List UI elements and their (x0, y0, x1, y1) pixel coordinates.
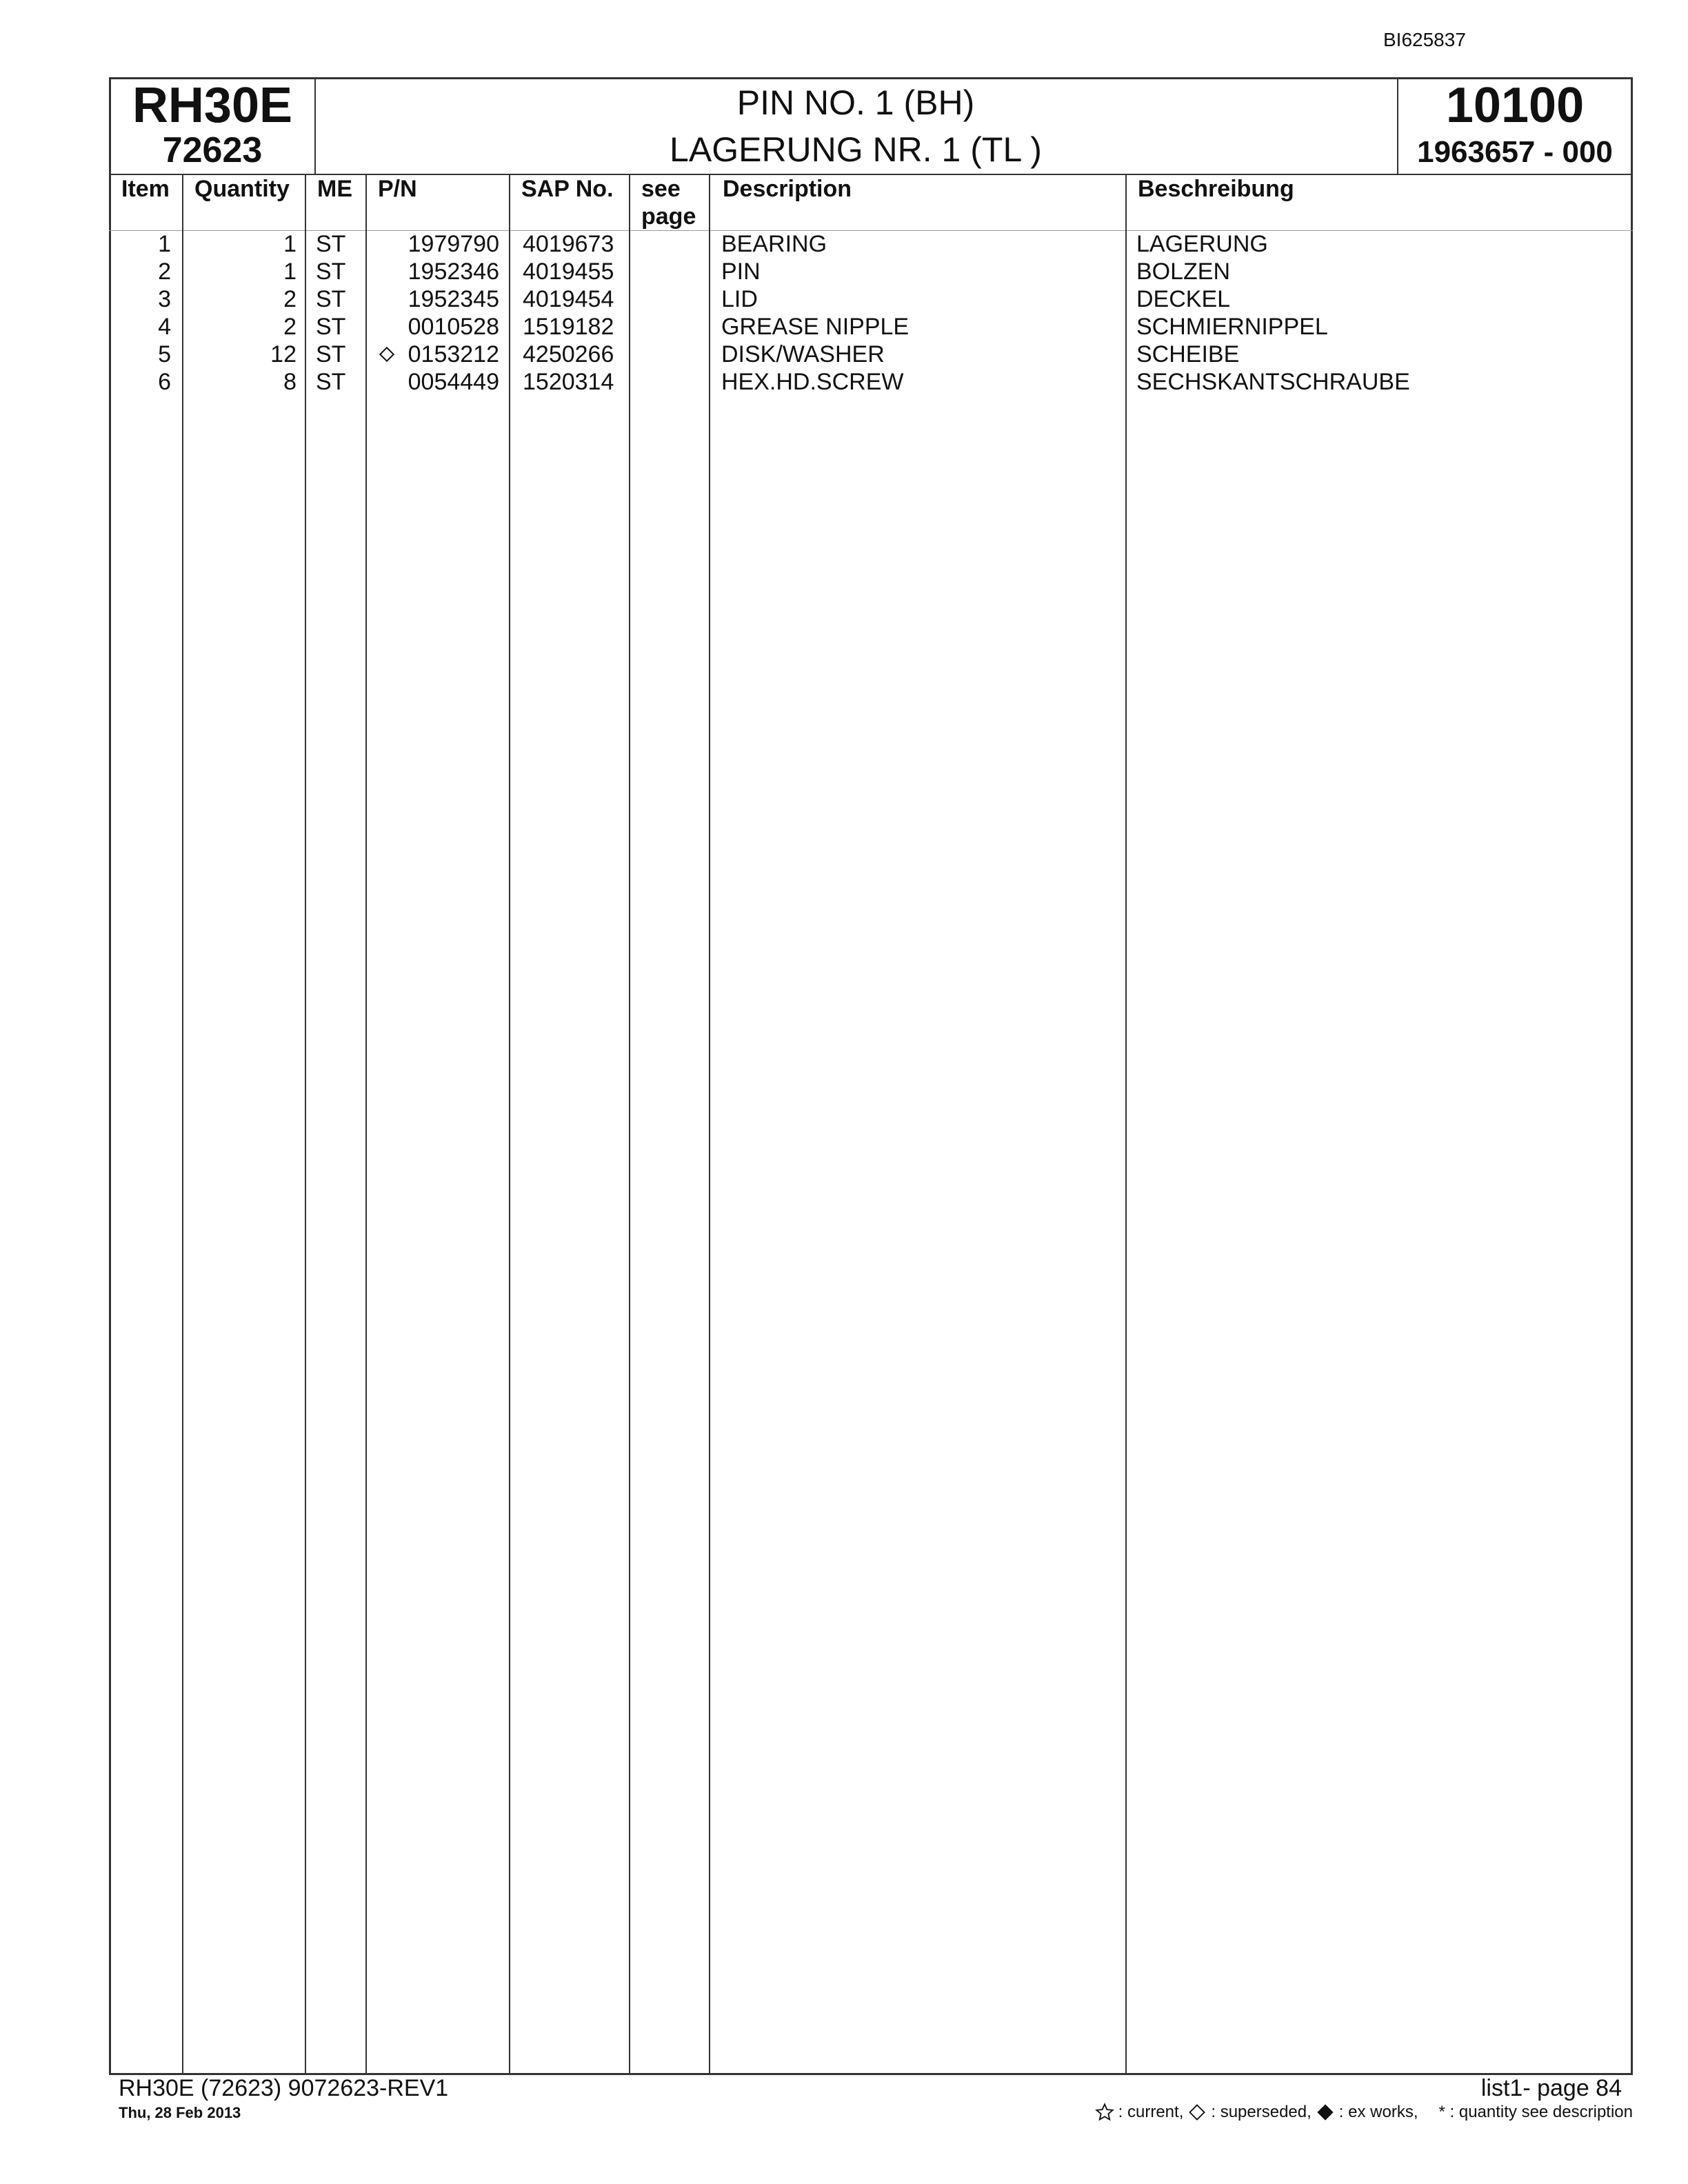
col-header-sap: SAP No. (521, 176, 614, 202)
legend-superseded: : superseded, (1211, 2103, 1312, 2121)
cell-description: DISK/WASHER (721, 341, 885, 367)
cell-me: ST (316, 314, 346, 340)
cell-quantity: 1 (283, 231, 297, 257)
cell-description: BEARING (721, 231, 827, 257)
cell-item: 3 (158, 286, 171, 312)
footer-doc-ref: RH30E (72623) 9072623-REV1 (119, 2075, 449, 2101)
footer-date: Thu, 28 Feb 2013 (119, 2104, 241, 2121)
diamond-outline-icon (1187, 2103, 1207, 2122)
cell-me: ST (316, 341, 346, 367)
star-icon (1095, 2103, 1114, 2122)
col-divider-sap (629, 174, 630, 2075)
title-german: LAGERUNG NR. 1 (TL ) (670, 130, 1042, 169)
cell-quantity: 8 (283, 369, 297, 395)
cell-description: LID (721, 286, 758, 312)
col-divider-see-page (709, 174, 710, 2075)
cell-sap: 1519182 (523, 314, 614, 340)
cell-me: ST (316, 369, 346, 395)
cell-pn: 1979790 (408, 231, 499, 257)
cell-beschreibung: LAGERUNG (1136, 231, 1268, 257)
col-header-pn: P/N (378, 176, 417, 202)
cell-me: ST (316, 231, 346, 257)
cell-item: 1 (158, 231, 171, 257)
col-divider-quantity (305, 174, 306, 2075)
cell-beschreibung: SCHEIBE (1136, 341, 1240, 367)
title-english: PIN NO. 1 (BH) (736, 83, 975, 122)
cell-description: GREASE NIPPLE (721, 314, 910, 340)
cell-description: HEX.HD.SCREW (721, 369, 904, 395)
footer-page-label: list1- page 84 (1480, 2075, 1622, 2101)
diamond-filled-icon (1316, 2103, 1335, 2122)
model-name: RH30E (132, 78, 293, 133)
cell-sap: 4019455 (523, 259, 614, 285)
cell-pn: 0054449 (408, 369, 499, 395)
model-number: 72623 (162, 130, 263, 170)
cell-item: 4 (158, 314, 171, 340)
cell-pn: 0153212 (408, 341, 499, 367)
cell-beschreibung: BOLZEN (1136, 259, 1231, 285)
cell-quantity: 1 (283, 259, 297, 285)
cell-quantity: 12 (270, 341, 297, 367)
cell-beschreibung: DECKEL (1136, 286, 1231, 312)
col-divider-pn (509, 174, 510, 2075)
document-id: BI625837 (1383, 29, 1466, 50)
cell-item: 6 (158, 369, 171, 395)
col-header-see-page: see page (641, 176, 696, 230)
cell-beschreibung: SCHMIERNIPPEL (1136, 314, 1328, 340)
cell-quantity: 2 (283, 286, 297, 312)
cell-me: ST (316, 286, 346, 312)
legend-ex-works: : ex works, (1338, 2103, 1418, 2121)
cell-item: 5 (158, 341, 171, 367)
cell-pn: 1952345 (408, 286, 499, 312)
cell-pn: 1952346 (408, 259, 499, 285)
col-header-beschreibung: Beschreibung (1138, 176, 1294, 202)
cell-me: ST (316, 259, 346, 285)
symbol-legend (1095, 2103, 1633, 2122)
cell-description: PIN (721, 259, 761, 285)
col-divider-description (1125, 174, 1127, 2075)
assembly-number: 1963657 - 000 (1417, 135, 1613, 169)
legend-quantity: * : quantity see description (1438, 2103, 1633, 2121)
col-header-description: Description (723, 176, 852, 202)
cell-sap: 4019454 (523, 286, 614, 312)
cell-sap: 4019673 (523, 231, 614, 257)
cell-beschreibung: SECHSKANTSCHRAUBE (1136, 369, 1410, 395)
cell-pn: 0010528 (408, 314, 499, 340)
col-header-me: ME (317, 176, 352, 202)
cell-sap: 1520314 (523, 369, 614, 395)
cell-quantity: 2 (283, 314, 297, 340)
legend-current: : current, (1118, 2103, 1184, 2121)
cell-item: 2 (158, 259, 171, 285)
col-divider-item (182, 174, 183, 2075)
cell-sap: 4250266 (523, 341, 614, 367)
superseded-diamond-icon (378, 345, 396, 363)
col-header-item: Item (121, 176, 170, 202)
col-divider-me (365, 174, 367, 2075)
page-code: 10100 (1445, 78, 1585, 133)
col-header-quantity: Quantity (194, 176, 290, 202)
